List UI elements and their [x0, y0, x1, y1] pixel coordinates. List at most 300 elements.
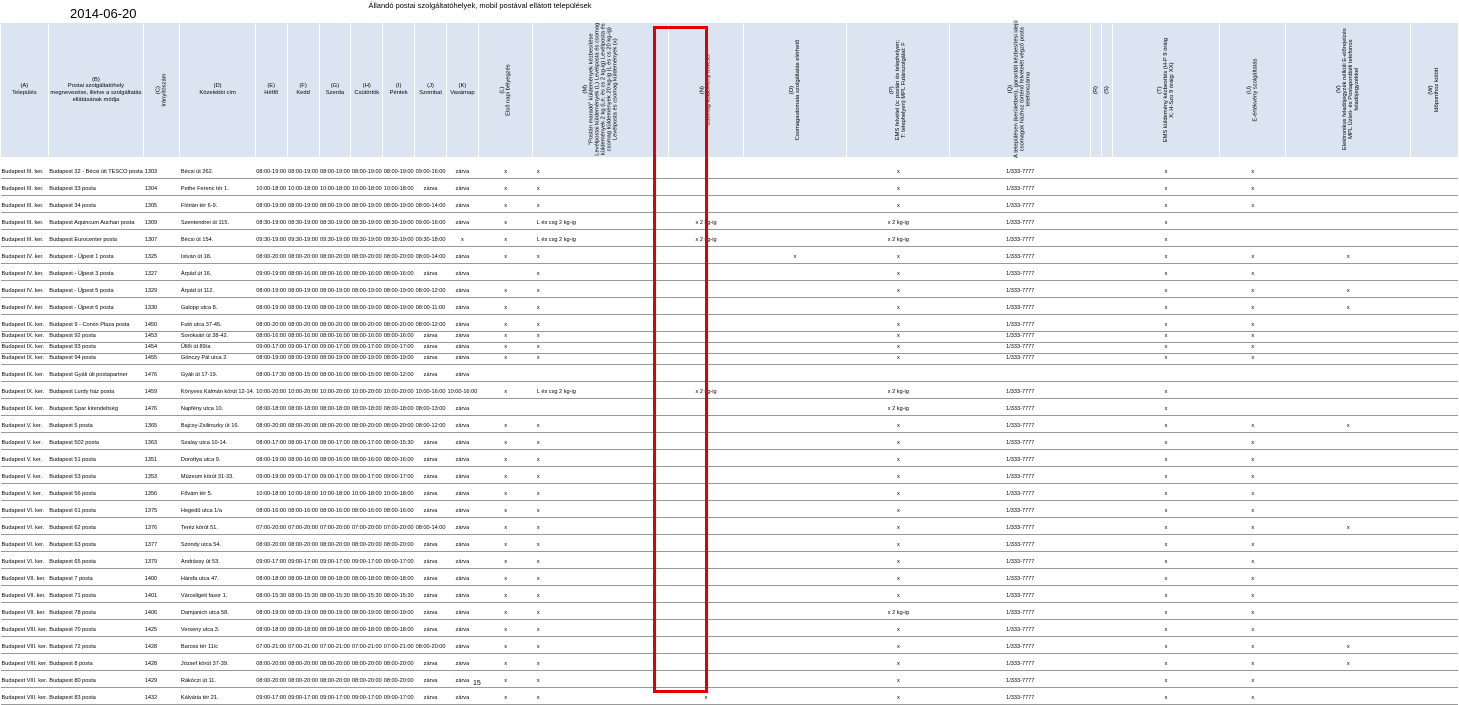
cell-b: Budapest 61 posta — [48, 507, 144, 518]
cell-c: 1353 — [144, 473, 180, 484]
cell-v — [1286, 626, 1411, 637]
cell-d: Múzeum körút 31-33. — [180, 473, 255, 484]
cell-h: 08:00-15:30 — [351, 592, 383, 603]
cell-t: x — [1112, 626, 1219, 637]
cell-o — [743, 219, 847, 230]
cell-v: x — [1286, 524, 1411, 535]
spacer-row — [1, 158, 1459, 169]
cell-w — [1411, 270, 1458, 281]
cell-a: Budapest V. ker. — [1, 422, 49, 433]
cell-m: L és csg 2 kg-ig — [533, 388, 669, 399]
cell-e: 08:00-19:00 — [255, 354, 287, 365]
cell-c: 1330 — [144, 304, 180, 315]
cell-s — [1102, 236, 1113, 247]
cell-d: Gyáli út 17-19. — [180, 371, 255, 382]
cell-e: 09:00-17:00 — [255, 343, 287, 354]
cell-r — [1091, 219, 1102, 230]
cell-h: 09:30-19:00 — [351, 236, 383, 247]
cell-o — [743, 422, 847, 433]
column-header-w — [1411, 23, 1458, 158]
cell-b: Budapest 80 posta — [48, 677, 144, 688]
cell-j: zárva — [415, 592, 447, 603]
cell-k: zárva — [446, 354, 478, 365]
cell-d: Rákóczi út 11. — [180, 677, 255, 688]
cell-q: 1/333-7777 — [950, 236, 1091, 247]
cell-b: Budapest 7 posta — [48, 575, 144, 586]
cell-n: x — [669, 185, 743, 196]
cell-w — [1411, 558, 1458, 569]
cell-r — [1091, 677, 1102, 688]
cell-g: 08:00-20:00 — [319, 321, 351, 332]
cell-g: 08:00-15:30 — [319, 592, 351, 603]
cell-q: 1/333-7777 — [950, 270, 1091, 281]
cell-p: x — [847, 168, 950, 179]
cell-c: 1376 — [144, 524, 180, 535]
cell-b: Budapest - Újpest 3 posta — [48, 270, 144, 281]
cell-a: Budapest VII. ker. — [1, 609, 49, 620]
cell-v — [1286, 219, 1411, 230]
cell-p — [847, 371, 950, 382]
cell-v — [1286, 321, 1411, 332]
cell-m: x — [533, 343, 669, 354]
cell-s — [1102, 253, 1113, 264]
cell-j: zárva — [415, 609, 447, 620]
cell-s — [1102, 270, 1113, 281]
cell-f: 08:00-15:30 — [287, 592, 319, 603]
cell-l: x — [478, 253, 533, 264]
cell-q — [950, 371, 1091, 382]
cell-m: x — [533, 354, 669, 365]
cell-g: 10:00-18:00 — [319, 185, 351, 196]
cell-p: x — [847, 185, 950, 196]
cell-m: L és csg 2 kg-ig — [533, 236, 669, 247]
table-row — [1, 473, 1459, 484]
cell-u: x — [1220, 185, 1286, 196]
cell-e: 10:00-18:00 — [255, 490, 287, 501]
cell-w — [1411, 168, 1458, 179]
cell-l: x — [478, 343, 533, 354]
cell-c: 1356 — [144, 490, 180, 501]
cell-m: x — [533, 202, 669, 213]
cell-h: 08:00-16:00 — [351, 456, 383, 467]
cell-f: 08:00-15:00 — [287, 371, 319, 382]
column-header-g — [319, 23, 351, 158]
cell-n — [669, 270, 743, 281]
cell-l: x — [478, 490, 533, 501]
cell-e: 08:00-17:30 — [255, 371, 287, 382]
cell-a: Budapest VIII. ker. — [1, 660, 49, 671]
cell-e: 09:30-19:00 — [255, 236, 287, 247]
cell-a: Budapest VI. ker. — [1, 524, 49, 535]
cell-k: zárva — [446, 626, 478, 637]
cell-f: 09:00-17:00 — [287, 558, 319, 569]
table-body — [1, 158, 1459, 705]
cell-s — [1102, 354, 1113, 365]
cell-q: 1/333-7777 — [950, 422, 1091, 433]
cell-i: 08:00-19:00 — [383, 202, 415, 213]
cell-v — [1286, 575, 1411, 586]
cell-m — [533, 371, 669, 382]
cell-n: x — [669, 321, 743, 332]
cell-q: 1/333-7777 — [950, 473, 1091, 484]
cell-i: 08:00-16:00 — [383, 456, 415, 467]
cell-t: x — [1112, 331, 1219, 342]
cell-n: x — [669, 473, 743, 484]
cell-r — [1091, 490, 1102, 501]
cell-v — [1286, 185, 1411, 196]
cell-u: x — [1220, 422, 1286, 433]
cell-q: 1/333-7777 — [950, 304, 1091, 315]
cell-v — [1286, 405, 1411, 416]
cell-m: x — [533, 270, 669, 281]
cell-b: Budapest 71 posta — [48, 592, 144, 603]
post-office-table — [0, 22, 1459, 705]
cell-h: 08:00-17:00 — [351, 439, 383, 450]
cell-m: x — [533, 321, 669, 332]
cell-w — [1411, 660, 1458, 671]
cell-f: 07:00-21:00 — [287, 643, 319, 654]
cell-f: 08:00-18:00 — [287, 626, 319, 637]
cell-g: 08:00-20:00 — [319, 422, 351, 433]
cell-a: Budapest VI. ker. — [1, 507, 49, 518]
cell-f: 08:00-19:00 — [287, 202, 319, 213]
cell-f: 09:00-17:00 — [287, 473, 319, 484]
cell-n: x — [669, 524, 743, 535]
cell-j: zárva — [415, 343, 447, 354]
cell-a: Budapest IX. ker. — [1, 388, 49, 399]
cell-t: x — [1112, 354, 1219, 365]
cell-u: x — [1220, 439, 1286, 450]
cell-t: x — [1112, 473, 1219, 484]
cell-u — [1220, 371, 1286, 382]
cell-s — [1102, 507, 1113, 518]
cell-d: Bécsi út 262. — [180, 168, 255, 179]
cell-d: Szondy utca 54. — [180, 541, 255, 552]
cell-h: 08:00-18:00 — [351, 405, 383, 416]
table-row — [1, 575, 1459, 586]
cell-k: zárva — [446, 507, 478, 518]
cell-q: 1/333-7777 — [950, 575, 1091, 586]
cell-i: 07:00-21:00 — [383, 643, 415, 654]
cell-e: 08:00-19:00 — [255, 287, 287, 298]
cell-u — [1220, 388, 1286, 399]
cell-a: Budapest VI. ker. — [1, 541, 49, 552]
cell-l: x — [478, 643, 533, 654]
cell-e: 08:00-18:00 — [255, 575, 287, 586]
table-row — [1, 609, 1459, 620]
cell-o — [743, 354, 847, 365]
cell-e: 10:00-18:00 — [255, 185, 287, 196]
cell-g: 08:00-20:00 — [319, 677, 351, 688]
cell-l: x — [478, 354, 533, 365]
cell-p: x — [847, 575, 950, 586]
cell-g: 08:00-19:00 — [319, 168, 351, 179]
cell-a: Budapest IV. ker. — [1, 287, 49, 298]
cell-n: x — [669, 507, 743, 518]
cell-h: 08:00-15:00 — [351, 371, 383, 382]
cell-o — [743, 168, 847, 179]
cell-l: x — [478, 168, 533, 179]
table-row — [1, 253, 1459, 264]
cell-o — [743, 456, 847, 467]
cell-o — [743, 343, 847, 354]
cell-w — [1411, 405, 1458, 416]
column-header-label: (N) Csomag küldemény felvétel — [700, 54, 713, 126]
cell-o — [743, 558, 847, 569]
table-row — [1, 439, 1459, 450]
table-row — [1, 185, 1459, 196]
cell-w — [1411, 287, 1458, 298]
cell-n: x 2 kg-ig — [669, 388, 743, 399]
cell-o: x — [743, 253, 847, 264]
cell-w — [1411, 507, 1458, 518]
cell-m: x — [533, 331, 669, 342]
column-header-label: (I) Péntek — [389, 83, 408, 96]
cell-b: Budapest Gyáli úti postapartner — [48, 371, 144, 382]
cell-w — [1411, 202, 1458, 213]
cell-f: 08:00-19:00 — [287, 354, 319, 365]
column-header-j — [415, 23, 447, 158]
cell-w — [1411, 609, 1458, 620]
cell-h: 08:00-16:00 — [351, 270, 383, 281]
column-header-c — [144, 23, 180, 158]
cell-h: 10:00-20:00 — [351, 388, 383, 399]
cell-l: x — [478, 185, 533, 196]
cell-v — [1286, 592, 1411, 603]
cell-v — [1286, 270, 1411, 281]
cell-f: 09:00-17:00 — [287, 694, 319, 705]
cell-r — [1091, 592, 1102, 603]
cell-w — [1411, 253, 1458, 264]
column-header-label: (K) Vasárnap — [450, 83, 475, 96]
cell-u: x — [1220, 524, 1286, 535]
column-header-l — [478, 23, 533, 158]
cell-i: 08:00-19:00 — [383, 609, 415, 620]
cell-d: Teréz körút 51. — [180, 524, 255, 535]
cell-q: 1/333-7777 — [950, 541, 1091, 552]
cell-h: 08:00-19:00 — [351, 354, 383, 365]
cell-t: x — [1112, 660, 1219, 671]
cell-k: zárva — [446, 371, 478, 382]
cell-r — [1091, 287, 1102, 298]
cell-l: x — [478, 660, 533, 671]
cell-u: x — [1220, 168, 1286, 179]
cell-d: Bajcsy-Zsilinszky út 16. — [180, 422, 255, 433]
cell-l — [478, 371, 533, 382]
cell-v — [1286, 490, 1411, 501]
cell-d: Baross tér 11/c — [180, 643, 255, 654]
cell-m: x — [533, 643, 669, 654]
cell-u: x — [1220, 575, 1286, 586]
cell-r — [1091, 354, 1102, 365]
cell-e: 08:00-20:00 — [255, 660, 287, 671]
cell-b: Budapest 33 posta — [48, 185, 144, 196]
cell-b: Budapest 32 - Bécsi úti TESCO posta — [48, 168, 144, 179]
cell-j: 09:00-16:00 — [415, 219, 447, 230]
cell-t: x — [1112, 219, 1219, 230]
table-row — [1, 168, 1459, 179]
cell-d: Futó utca 37-45. — [180, 321, 255, 332]
cell-f: 08:00-20:00 — [287, 321, 319, 332]
cell-q: 1/333-7777 — [950, 388, 1091, 399]
cell-k: zárva — [446, 422, 478, 433]
cell-o — [743, 304, 847, 315]
cell-v: x — [1286, 287, 1411, 298]
cell-u: x — [1220, 253, 1286, 264]
column-header-u — [1220, 23, 1286, 158]
column-header-e — [255, 23, 287, 158]
cell-t: x — [1112, 388, 1219, 399]
cell-j: 08:00-20:00 — [415, 643, 447, 654]
cell-i: 10:00-20:00 — [383, 388, 415, 399]
cell-t: x — [1112, 253, 1219, 264]
cell-e: 07:00-20:00 — [255, 524, 287, 535]
cell-m: x — [533, 473, 669, 484]
column-header-label: (W) Időponthoz kötött — [1428, 67, 1441, 112]
cell-b: Budapest 62 posta — [48, 524, 144, 535]
cell-a: Budapest IV. ker. — [1, 253, 49, 264]
cell-n: x — [669, 575, 743, 586]
cell-n: x — [669, 331, 743, 342]
cell-b: Budapest 5 posta — [48, 422, 144, 433]
cell-e: 08:00-18:00 — [255, 405, 287, 416]
cell-v — [1286, 388, 1411, 399]
cell-u: x — [1220, 270, 1286, 281]
cell-f: 08:00-20:00 — [287, 422, 319, 433]
cell-o — [743, 270, 847, 281]
cell-m: x — [533, 439, 669, 450]
table-row — [1, 388, 1459, 399]
table-row — [1, 202, 1459, 213]
cell-c: 1377 — [144, 541, 180, 552]
cell-h: 08:00-19:00 — [351, 168, 383, 179]
cell-r — [1091, 456, 1102, 467]
cell-n: x — [669, 202, 743, 213]
cell-m: x — [533, 575, 669, 586]
table-row — [1, 371, 1459, 382]
cell-g: 08:00-19:00 — [319, 304, 351, 315]
cell-e: 08:00-15:30 — [255, 592, 287, 603]
cell-c: 1329 — [144, 287, 180, 298]
cell-t: x — [1112, 304, 1219, 315]
header-row — [1, 23, 1459, 158]
cell-u: x — [1220, 694, 1286, 705]
cell-b: Budapest - Újpest 5 posta — [48, 287, 144, 298]
table-row — [1, 694, 1459, 705]
cell-k: zárva — [446, 490, 478, 501]
cell-b: Budapest Lurdy ház posta — [48, 388, 144, 399]
cell-a: Budapest IX. ker. — [1, 343, 49, 354]
cell-j: 08:00-11:00 — [415, 304, 447, 315]
cell-d: Bécsi út 154. — [180, 236, 255, 247]
cell-o — [743, 202, 847, 213]
cell-r — [1091, 694, 1102, 705]
cell-i: 08:00-20:00 — [383, 677, 415, 688]
column-header-label: (J) Szombat — [419, 83, 442, 96]
cell-n: x — [669, 694, 743, 705]
cell-g: 09:00-17:00 — [319, 343, 351, 354]
cell-f: 08:00-20:00 — [287, 677, 319, 688]
cell-u: x — [1220, 202, 1286, 213]
cell-s — [1102, 168, 1113, 179]
cell-w — [1411, 524, 1458, 535]
cell-p: x 2 kg-ig — [847, 236, 950, 247]
column-header-d — [180, 23, 255, 158]
cell-l: x — [478, 592, 533, 603]
cell-j: 08:00-12:00 — [415, 287, 447, 298]
cell-d: Soroksári út 38-42. — [180, 331, 255, 342]
cell-j: 08:00-13:00 — [415, 405, 447, 416]
cell-t: x — [1112, 643, 1219, 654]
cell-c: 1432 — [144, 694, 180, 705]
cell-f: 08:00-16:00 — [287, 507, 319, 518]
cell-l — [478, 270, 533, 281]
cell-c: 1428 — [144, 643, 180, 654]
cell-h: 08:00-16:00 — [351, 331, 383, 342]
cell-b: Budapest 94 posta — [48, 354, 144, 365]
cell-c: 1455 — [144, 354, 180, 365]
column-header-label: (T) EMS küldemény kézbesítés (H-P 9 óráig X; H-Szo 9 óráig: XX) — [1156, 37, 1176, 142]
cell-t: x — [1112, 405, 1219, 416]
table-row — [1, 558, 1459, 569]
page-number: 15 — [473, 680, 481, 687]
cell-p: x — [847, 524, 950, 535]
table-row — [1, 524, 1459, 535]
cell-g: 08:00-19:00 — [319, 202, 351, 213]
cell-s — [1102, 626, 1113, 637]
cell-k: 10:00-16:00 — [446, 388, 478, 399]
cell-j: zárva — [415, 371, 447, 382]
cell-v — [1286, 439, 1411, 450]
table-row — [1, 507, 1459, 518]
cell-u: x — [1220, 558, 1286, 569]
cell-e: 08:00-19:00 — [255, 304, 287, 315]
cell-s — [1102, 575, 1113, 586]
cell-j: zárva — [415, 490, 447, 501]
cell-k: zárva — [446, 287, 478, 298]
cell-j: zárva — [415, 660, 447, 671]
cell-q: 1/333-7777 — [950, 287, 1091, 298]
cell-m: x — [533, 422, 669, 433]
cell-a: Budapest IV. ker. — [1, 270, 49, 281]
cell-l: x — [478, 422, 533, 433]
cell-f: 07:00-20:00 — [287, 524, 319, 535]
cell-i: 09:00-17:00 — [383, 694, 415, 705]
cell-p: x — [847, 473, 950, 484]
cell-r — [1091, 331, 1102, 342]
cell-p: x 2 kg-ig — [847, 388, 950, 399]
cell-i: 08:00-19:00 — [383, 168, 415, 179]
cell-k: zárva — [446, 343, 478, 354]
cell-c: 1351 — [144, 456, 180, 467]
cell-t: x — [1112, 541, 1219, 552]
cell-o — [743, 609, 847, 620]
cell-c: 1454 — [144, 343, 180, 354]
cell-b: Budapest 93 posta — [48, 343, 144, 354]
cell-a: Budapest V. ker. — [1, 473, 49, 484]
cell-j: zárva — [415, 331, 447, 342]
cell-d: Üllői út 89/a — [180, 343, 255, 354]
cell-e: 10:00-20:00 — [255, 388, 287, 399]
cell-u: x — [1220, 507, 1286, 518]
cell-h: 08:00-19:00 — [351, 609, 383, 620]
cell-k: zárva — [446, 643, 478, 654]
table-row — [1, 287, 1459, 298]
cell-v: x — [1286, 643, 1411, 654]
cell-k: zárva — [446, 219, 478, 230]
cell-s — [1102, 388, 1113, 399]
cell-k: zárva — [446, 575, 478, 586]
